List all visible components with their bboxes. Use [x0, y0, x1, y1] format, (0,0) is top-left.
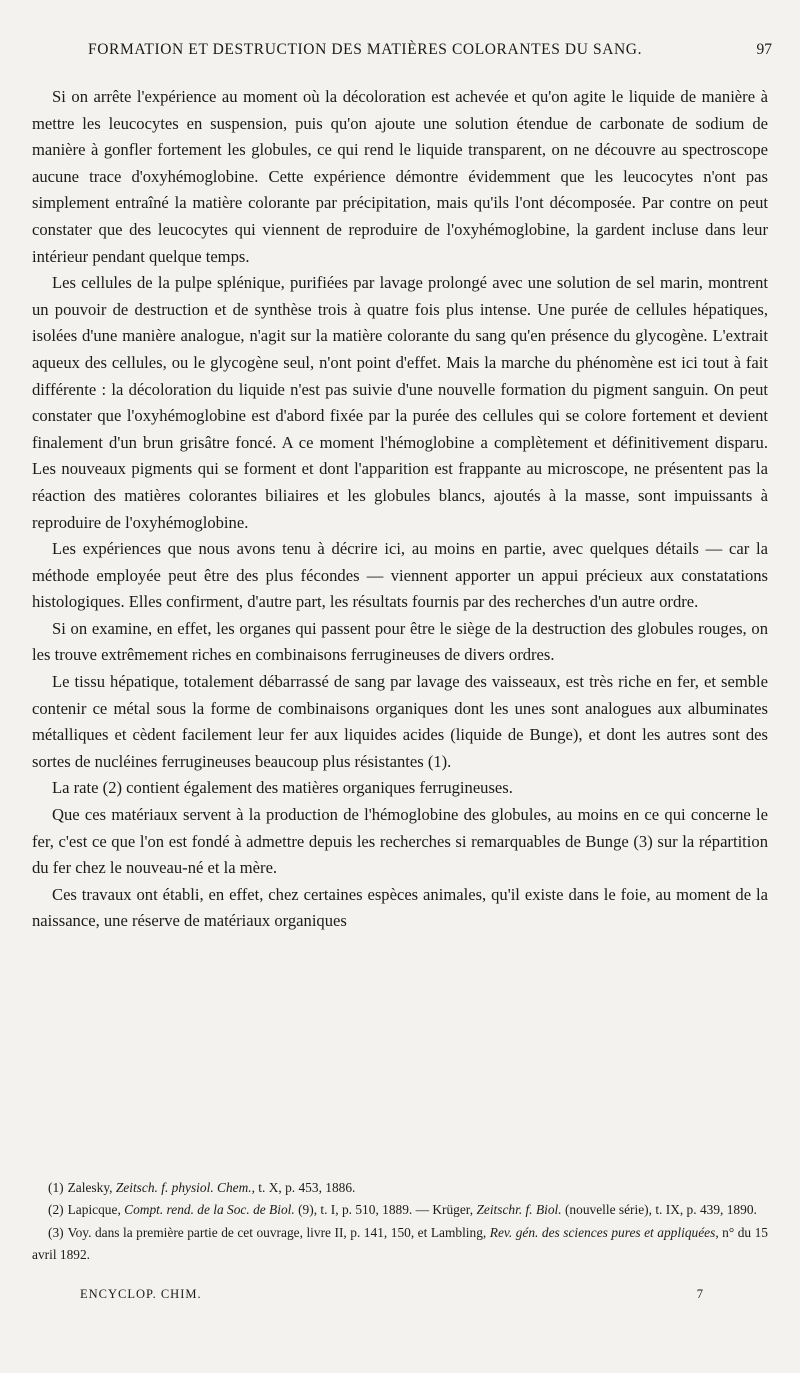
signature-label: ENCYCLOP. CHIM. — [80, 1287, 202, 1301]
journal-title: Zeitschr. f. Biol. — [476, 1202, 562, 1218]
footnote-number: (1) — [48, 1180, 64, 1195]
paragraph: Si on examine, en effet, les organes qui passent pour être le siège de la destruction des globules rouges, on les trouve extrêmement riches en combinaisons ferrugineuses de divers ordres. — [32, 618, 768, 665]
running-title: FORMATION ET DESTRUCTION DES MATIÈRES COLORANTES DU SANG. — [88, 41, 643, 58]
page-number: 97 — [756, 41, 772, 58]
footnotes — [32, 1177, 768, 1266]
paragraph: Les cellules de la pulpe splénique, purifiées par lavage prolongé avec une solution de sel marin, montrent un pouvoir de destruction et de synthèse trois à quatre fois plus intense. Une purée de cellules hépatiques, isolées d'une manière analogue, n'agit sur la matière colorante du sang qu'en présence du glycogène. L'extrait aqueux des cellules, ou le glycogène seul, n'ont point d'effet. Mais la marche du phénomène est ici tout à fait différente : la décoloration du liquide n'est pas suivie d'une nouvelle formation du pigment sanguin. On peut constater que l'oxyhémoglobine est d'abord fixée par la purée des cellules qui se colore fortement et devient finalement d'un brun grisâtre foncé. A ce moment l'hémoglobine a complètement et définitivement disparu. Les nouveaux pigments qui se forment et dont l'apparition est frappante au microscope, ne présentent pas la réaction des matières colorantes biliaires et les globules blancs, ajoutés à la masse, sont impuissants à reproduire de l'oxyhémoglobine. — [32, 273, 768, 532]
footnote: (2) Lapicque, Compt. rend. de la Soc. de Biol. (9), t. I, p. 510, 1889. — Krüger, Zeitschr. f. Biol. (nouvelle série), t. IX, p. 439, 1890. — [48, 1202, 757, 1218]
signature-line — [80, 1287, 704, 1302]
signature-number: 7 — [696, 1287, 704, 1301]
journal-title: Rev. gén. des sciences pures et appliquées — [489, 1224, 716, 1240]
paragraph: Ces travaux ont établi, en effet, chez certaines espèces animales, qu'il existe dans le foie, au moment de la naissance, une réserve de matériaux organiques — [32, 884, 768, 931]
journal-title: Compt. rend. de la Soc. de Biol. — [124, 1202, 295, 1218]
paragraph: La rate (2) contient également des matières organiques ferrugineuses. — [52, 778, 513, 798]
footnote: (1) Zalesky, Zeitsch. f. physiol. Chem., t. X, p. 453, 1886. — [48, 1180, 356, 1195]
footnote: (3) Voy. dans la première partie de cet ouvrage, livre II, p. 141, 150, et Lambling, Rev. gén. des sciences pures et appliquées, n° du 15 avril 1892. — [32, 1224, 769, 1262]
paragraph: Le tissu hépatique, totalement débarrassé de sang par lavage des vaisseaux, est très riche en fer, et semble contenir ce métal sous la forme de combinaisons organiques dont les unes sont analogues aux albuminates métalliques et cèdent facilement leur fer aux liquides acides (liquide de Bunge), et dont les autres sont des sortes de nucléines ferrugineuses beaucoup plus résistantes (1). — [32, 672, 768, 771]
footnote-number: (2) — [48, 1202, 64, 1218]
journal-title: Zeitsch. f. physiol. Chem. — [115, 1180, 252, 1195]
paragraph: Les expériences que nous avons tenu à décrire ici, au moins en partie, avec quelques détails — car la méthode employée peut être des plus fécondes — viennent apporter un appui précieux aux constatations histologiques. Elles confirment, d'autre part, les résultats fournis par des recherches d'un autre ordre. — [32, 539, 768, 612]
body-text — [32, 84, 768, 935]
paragraph: Que ces matériaux servent à la production de l'hémoglobine des globules, au moins en ce qui concerne le fer, c'est ce que l'on est fondé à admettre depuis les recherches si remarquables de Bunge (3) sur la répartition du fer chez le nouveau-né et la mère. — [32, 805, 768, 878]
footnote-number: (3) — [48, 1224, 64, 1240]
running-header — [88, 40, 772, 62]
paragraph: Si on arrête l'expérience au moment où la décoloration est achevée et qu'on agite le liquide de manière à mettre les leucocytes en suspension, puis qu'on ajoute une solution étendue de carbonate de sodium de manière à gonfler fortement les globules, ce qui rend le liquide transparent, on ne découvre au spectroscope aucune trace d'oxyhémoglobine. Cette expérience démontre évidemment que les leucocytes n'ont pas simplement entraîné la matière colorante par précipitation, mais qu'ils l'ont décomposée. Par contre on peut constater que des leucocytes qui viennent de reproduire de l'oxyhémoglobine, la gardent incluse dans leur intérieur pendant quelque temps. — [32, 87, 768, 266]
page — [32, 40, 772, 1301]
